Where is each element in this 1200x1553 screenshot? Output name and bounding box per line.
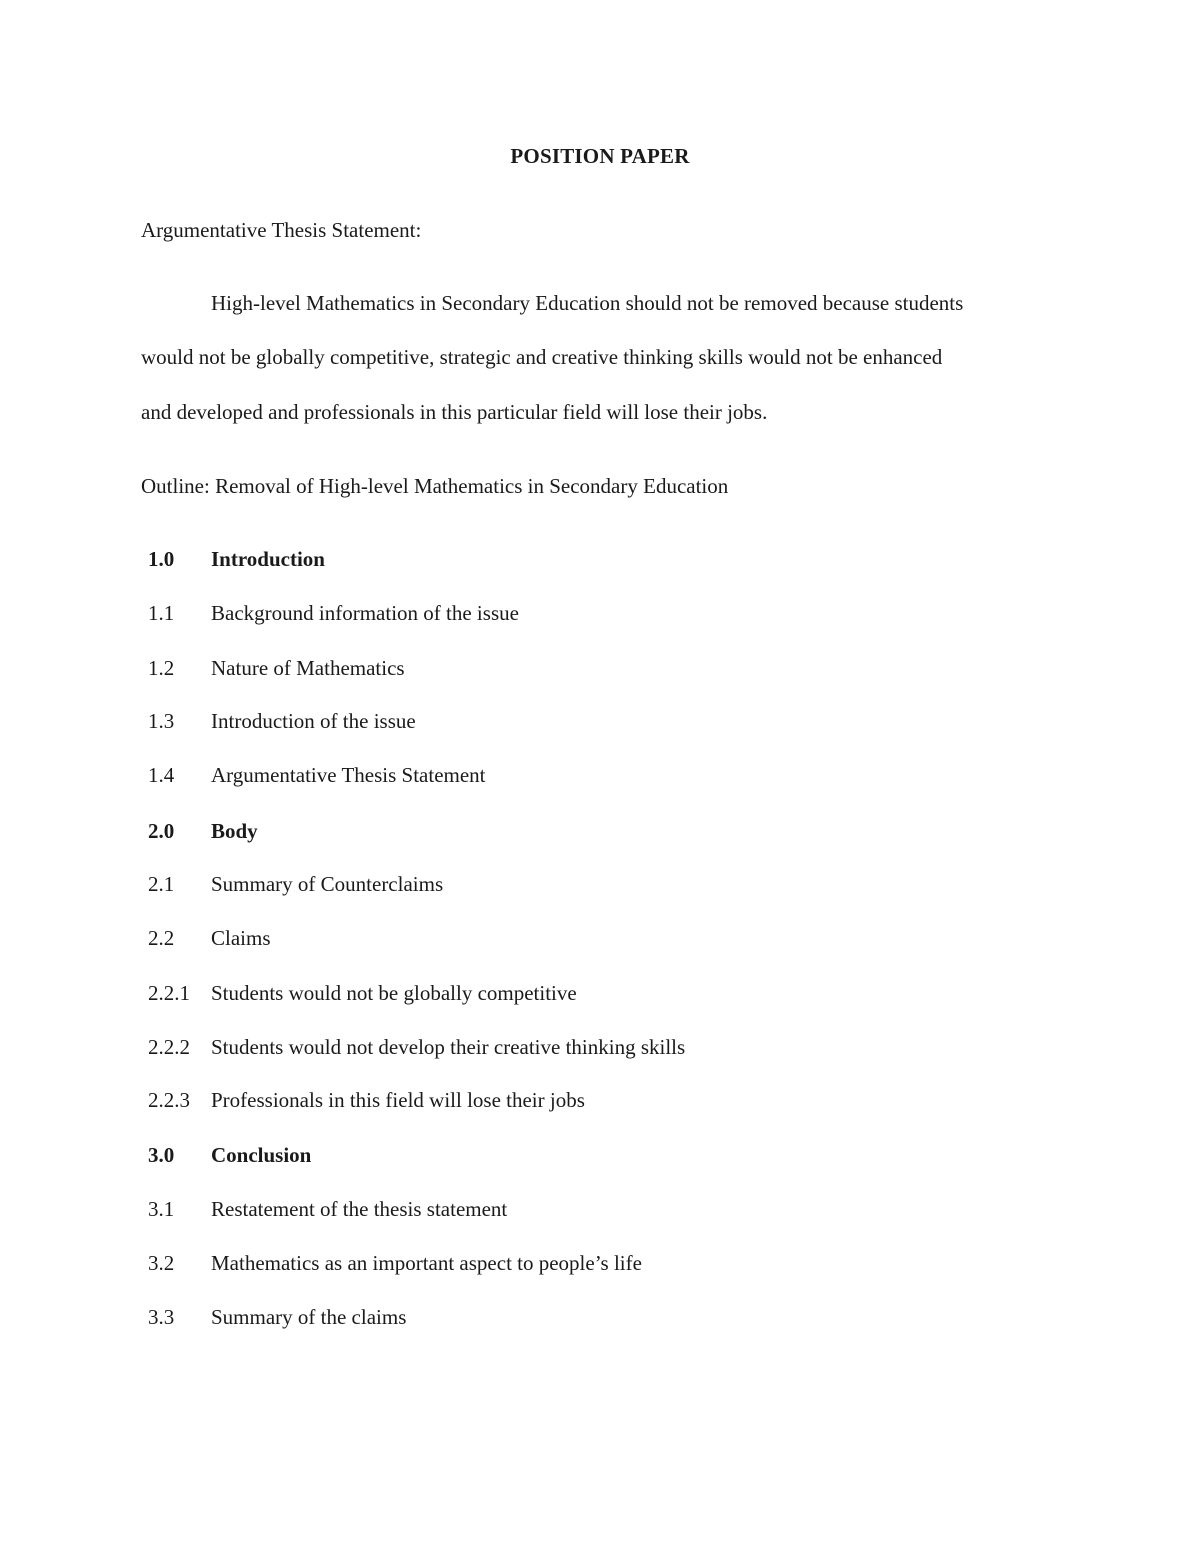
outline-item-2-2-1 [148,979,577,1007]
outline-item-3-0 [148,1141,311,1169]
outline-heading: Outline: Removal of High-level Mathematics in Secondary Education [141,474,729,498]
outline-item-1-2 [148,654,405,682]
outline-number: 1.3 [148,709,175,733]
thesis-line-3: and developed and professionals in this particular field will lose their jobs. [141,400,768,424]
outline-text: Nature of Mathematics [211,656,405,680]
outline-number: 1.4 [148,763,175,787]
outline-number: 2.2.2 [148,1035,190,1059]
outline-item-1-4 [148,761,486,789]
outline-text: Introduction [211,547,325,571]
outline-text: Conclusion [211,1143,312,1167]
outline-text: Argumentative Thesis Statement [211,763,486,787]
outline-item-2-2 [148,924,271,952]
outline-number: 3.3 [148,1305,175,1329]
outline-number: 1.2 [148,656,175,680]
outline-item-2-2-2 [148,1033,685,1061]
outline-item-1-3 [148,707,416,735]
thesis-line-1: High-level Mathematics in Secondary Education should not be removed because students [211,291,964,315]
outline-text: Summary of Counterclaims [211,872,444,896]
outline-item-3-3 [148,1303,406,1331]
outline-text: Introduction of the issue [211,709,416,733]
outline-item-2-2-3 [148,1086,585,1114]
outline-item-2-0 [148,817,258,845]
outline-text: Summary of the claims [211,1305,407,1329]
outline-number: 3.0 [148,1143,175,1167]
outline-number: 2.2.3 [148,1088,190,1112]
outline-number: 2.1 [148,872,175,896]
outline-text: Mathematics as an important aspect to people’s life [211,1251,642,1275]
thesis-line-2: would not be globally competitive, strategic and creative thinking skills would not be enhanced [141,345,943,369]
outline-item-2-1 [148,870,443,898]
outline-item-3-2 [148,1249,642,1277]
outline-text: Claims [211,926,271,950]
outline-number: 1.1 [148,601,175,625]
outline-text: Background information of the issue [211,601,519,625]
outline-item-1-0 [148,545,325,573]
outline-number: 3.2 [148,1251,175,1275]
page-title: POSITION PAPER [510,144,690,168]
outline-item-3-1 [148,1195,507,1223]
thesis-label: Argumentative Thesis Statement: [141,218,422,242]
outline-item-1-1 [148,599,519,627]
outline-text: Students would not develop their creative thinking skills [211,1035,686,1059]
outline-number: 1.0 [148,547,175,571]
outline-text: Students would not be globally competitive [211,981,577,1005]
outline-text: Professionals in this field will lose their jobs [211,1088,585,1112]
outline-number: 2.0 [148,819,175,843]
outline-text: Body [211,819,258,843]
outline-number: 2.2 [148,926,175,950]
outline-text: Restatement of the thesis statement [211,1197,508,1221]
outline-number: 2.2.1 [148,981,190,1005]
outline-number: 3.1 [148,1197,175,1221]
